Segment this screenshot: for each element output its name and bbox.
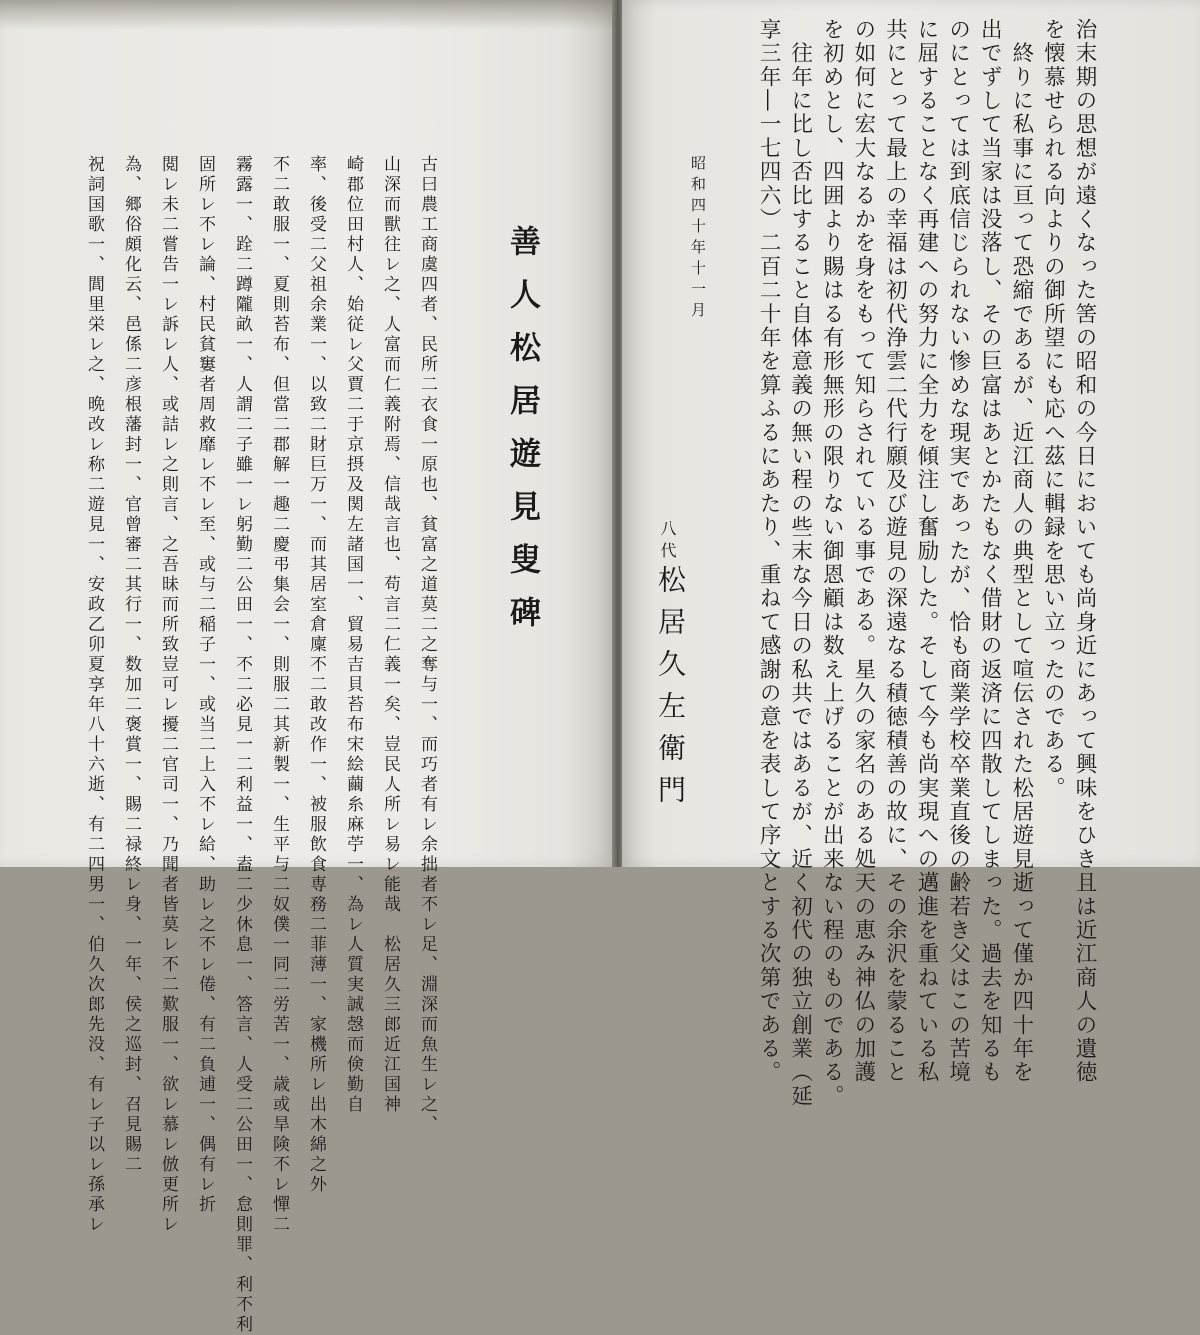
preface-line: 終りに私事に亘って恐縮であるが、近江商人の典型として喧伝された松居遊見逝って僅か四十年を <box>1008 18 1034 1085</box>
page-top-shadow <box>0 0 622 30</box>
kanbun-inscription <box>84 155 445 1335</box>
inscription-line: 崎郡位田村人、始従レ父賈二于京摂及関左諸国一、貿易吉貝苔布宋絵繭糸麻苧一、為レ人質実誠愨而倹勤自 <box>343 155 363 1115</box>
inscription-line: 不二敢服一、夏則苔布、但當二郡解一趣二慶弔集会一、則服二其新製一、生平与二奴僕一同二労苦一、歳或旱険不レ憚二 <box>269 155 289 1235</box>
preface-date: 昭和四十年十一月 <box>689 155 707 323</box>
author-generation: 八代 <box>658 520 677 564</box>
monument-title: 善人松居遊見叟碑 <box>504 225 540 649</box>
preface-line: 往年に比し否比すること自体意義の無い程の些末な今日の私共ではあるが、近く初代の独立創業（延 <box>787 18 813 1109</box>
author-name: 松居久左衛門 <box>654 565 687 817</box>
preface-line: 共にとって最上の幸福は初代浄雲二代行願及び遊見の深遠なる積徳積善の故に、その余沢を蒙ること <box>882 18 908 1085</box>
preface-line: に屈することなく再建への努力に全力を傾注し奮励した。そして今も尚実現への邁進を重ねている私 <box>914 18 940 1085</box>
preface-line: 出でずして当家は没落し、その巨富はあとかたもなく借財の返済に四散してしまった。過去を知るも <box>977 18 1003 1085</box>
preface-line: を初めとし、四囲より賜はる有形無形の限りない御恩顧は数え上げることが出来ない程のものである。 <box>819 18 845 1109</box>
preface-line: 治末期の思想が遠くなった筈の昭和の今日においても尚身近にあって興味をひき且は近江商人の遺徳 <box>1072 18 1097 1085</box>
inscription-line: 古曰農工商虞四者、民所二衣食一原也、貧富之道莫二之奪与一、而巧者有レ余拙者不レ足、淵深而魚生レ之、 <box>417 155 437 1135</box>
inscription-line: 為、郷俗頗化云、邑係二彦根藩封一、官曾審二其行一、数加二褒賞一、賜二禄終レ身、一年、侯之巡封、召見賜二 <box>121 155 141 1175</box>
inscription-line: 山深而獸往レ之、人富而仁義附焉、信哉言也、苟言二仁義一矣、豈民人所レ易レ能哉 松居久三郎近江国神 <box>380 155 400 1115</box>
preface-line: の如何に宏大なるかを身をもって知らされている事である。星久の家名のある処天の恵み神仏の加護 <box>850 18 876 1085</box>
inscription-line: 率、後受二父祖余業一、以致二財巨万一、而其居室倉廩不二敢改作一、被服飲食専務二菲薄一、家機所レ出木綿之外 <box>306 155 326 1195</box>
preface-body-text <box>645 18 1100 1109</box>
preface-line: を懐慕せられる向よりの御所望にも応へ茲に輯録を思い立ったのである。 <box>1040 18 1066 801</box>
inscription-line: 霧露一、跧二蹲隴畝一、人謂二子雖一レ躬勤二公田一、不二必見一二利益一、盍二少休息一、答言、人受二公田一、怠則罪、利不利 <box>232 155 252 1335</box>
preface-line: のにとっては到底信じられない惨めな現実であったが、恰も商業学校卒業直後の齢若き父はこの苦境 <box>945 18 971 1085</box>
inscription-line: 固所レ不レ論、村民貧窶者周救靡レ不レ至、或与二稲子一、或当二上入不レ給、助レ之不レ倦、有二負逋一、偶有レ折 <box>195 155 215 1215</box>
preface-line: 享三年―一七四六）二百二十年を算ふるにあたり、重ねて感謝の意を表して序文とする次第である。 <box>756 18 782 1085</box>
inscription-line: 閲レ未二嘗告一レ訴レ人、或詰レ之則言、之吾昧而所致豈可レ擾二官司一、乃聞者皆莫レ不二歎服一、欲レ慕レ倣更所レ <box>158 155 178 1235</box>
inscription-line: 祝詞国歌一、閭里栄レ之、晩改レ称二遊見一、安政乙卯夏享年八十六逝、有二四男一、伯久次郎先没、有レ子以レ孫承レ <box>84 155 104 1235</box>
